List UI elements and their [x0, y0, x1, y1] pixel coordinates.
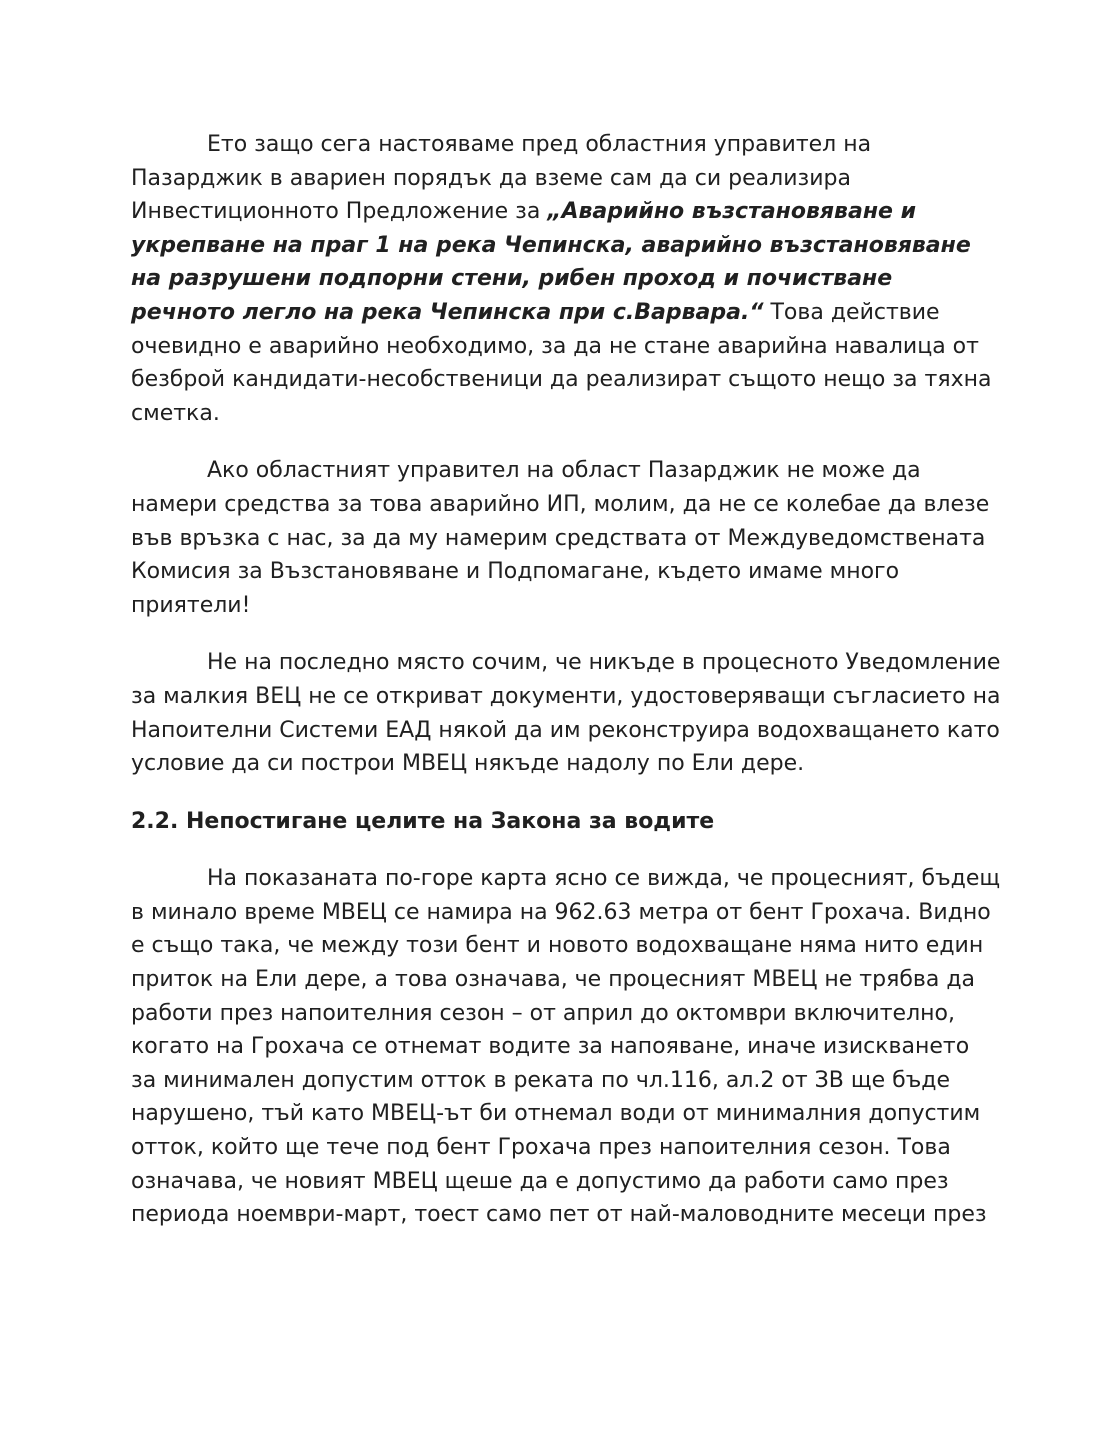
section-heading: 2.2. Непостигане целите на Закона за водите [131, 808, 715, 834]
paragraph-3: Не на последно място сочим, че никъде в процесното Уведомление за малкия ВЕЦ не се откриват документи, удостоверяващи съгласието на Напоителни Системи ЕАД някой да им реконструира водохващането като условие да си построи МВЕЦ някъде надолу по Ели дере. [131, 650, 1001, 777]
section-paragraph: На показаната по-горе карта ясно се вижда, че процесният, бъдещ в минало време МВЕЦ се намира на 962.63 метра от бент Грохача. Видно е също така, че между този бент и новото водохващане няма нито един приток на Ели дере, а това означава, че процесният МВЕЦ не трябва да работи през напоителния сезон – от април до октомври включително, когато на Грохача се отнемат водите за напояване, иначе изискването за минимален допустим отток в реката по чл.116, ал.2 от ЗВ ще бъде нарушено, тъй като МВЕЦ-ът би отнемал води от минималния допустим отток, който ще тече под бент Грохача през напоителния сезон. Това означава, че новият МВЕЦ щеше да е допустимо да работи само през периода ноември-март, тоест само пет от най-маловодните месеци през [131, 866, 1001, 1228]
paragraph-1-text-start: Ето защо сега настояваме пред областния управител на Пазарджик в авариен порядък да вземе сам да си реализира Инвестиционното Предложение за [131, 132, 872, 225]
document-page [131, 128, 1001, 1232]
paragraph-1-text-end: Това действие очевидно е аварийно необходимо, за да не стане аварийна навалица от безброй кандидати-несобственици да реализират същото нещо за тяхна сметка. [131, 299, 992, 426]
paragraph-1 [131, 128, 1001, 430]
paragraph-2: Ако областният управител на област Пазарджик не може да намери средства за това аварийно ИП, молим, да не се колебае да влезе във връзка с нас, за да му намерим средствата от Междуведомствената Комисия за Възстановяване и Подпомагане, където имаме много приятели! [131, 458, 990, 618]
paragraph-1-emphasis: „Аварийно възстановяване и укрепване на праг 1 на река Чепинска, аварийно възстановяване на разрушени подпорни стени, рибен проход и почистване речното легло на река Чепинска при с.Варвара.“ [131, 199, 971, 325]
